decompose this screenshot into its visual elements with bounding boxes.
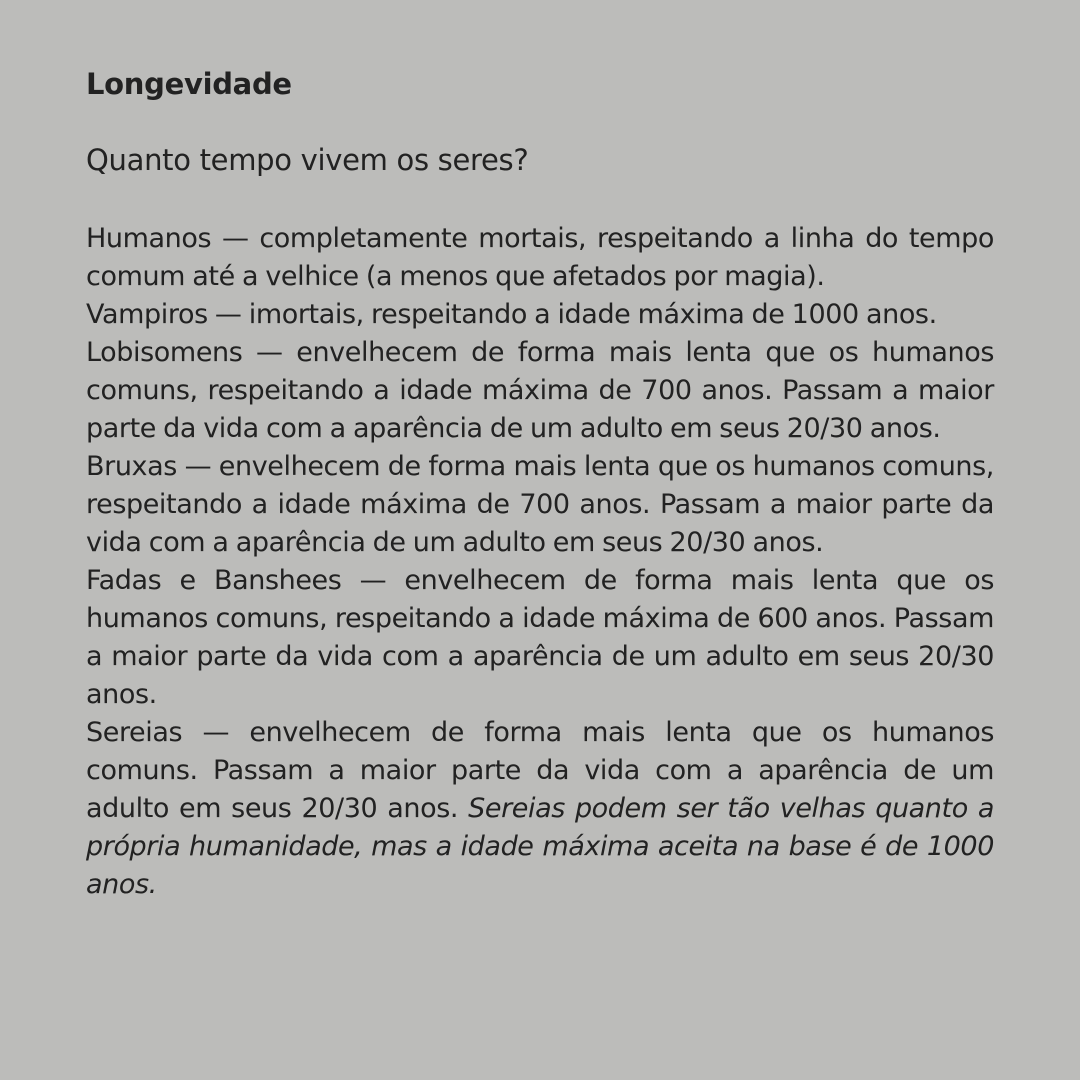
entry-italic-note: Sereias podem ser tão velhas quanto a própria humanidade, mas a idade máxima aceita na base é de 1000 anos. <box>86 793 994 900</box>
entry-text: Sereias — envelhecem de forma mais lenta que os humanos comuns. Passam a maior parte da vida com a aparência de um adulto em seus 20/30 anos. <box>86 717 994 824</box>
entry-text: Fadas e Banshees — envelhecem de forma mais lenta que os humanos comuns, respeitando a idade máxima de 600 anos. Passam a maior parte da vida com a aparência de um adulto em seus 20/30 anos. <box>86 565 994 710</box>
entry-text: Vampiros — imortais, respeitando a idade máxima de 1000 anos. <box>86 299 937 330</box>
species-entry-sereias <box>86 714 994 904</box>
intro-question: Quanto tempo vivem os seres? <box>86 143 529 177</box>
species-entry-bruxas <box>86 448 994 562</box>
entry-text: Lobisomens — envelhecem de forma mais lenta que os humanos comuns, respeitando a idade máxima de 700 anos. Passam a maior parte da vida com a aparência de um adulto em seus 20/30 anos. <box>86 337 994 444</box>
species-entry-lobisomens <box>86 334 994 448</box>
entry-text: Bruxas — envelhecem de forma mais lenta que os humanos comuns, respeitando a idade máxima de 700 anos. Passam a maior parte da vida com a aparência de um adulto em seus 20/30 anos. <box>86 451 994 558</box>
document-page <box>86 62 994 904</box>
species-entry-fadas-banshees <box>86 562 994 714</box>
species-entry-humanos <box>86 220 994 296</box>
species-entry-vampiros <box>86 296 994 334</box>
entry-text: Humanos — completamente mortais, respeitando a linha do tempo comum até a velhice (a menos que afetados por magia). <box>86 223 994 292</box>
species-list <box>86 220 994 904</box>
document-title: Longevidade <box>86 67 292 101</box>
